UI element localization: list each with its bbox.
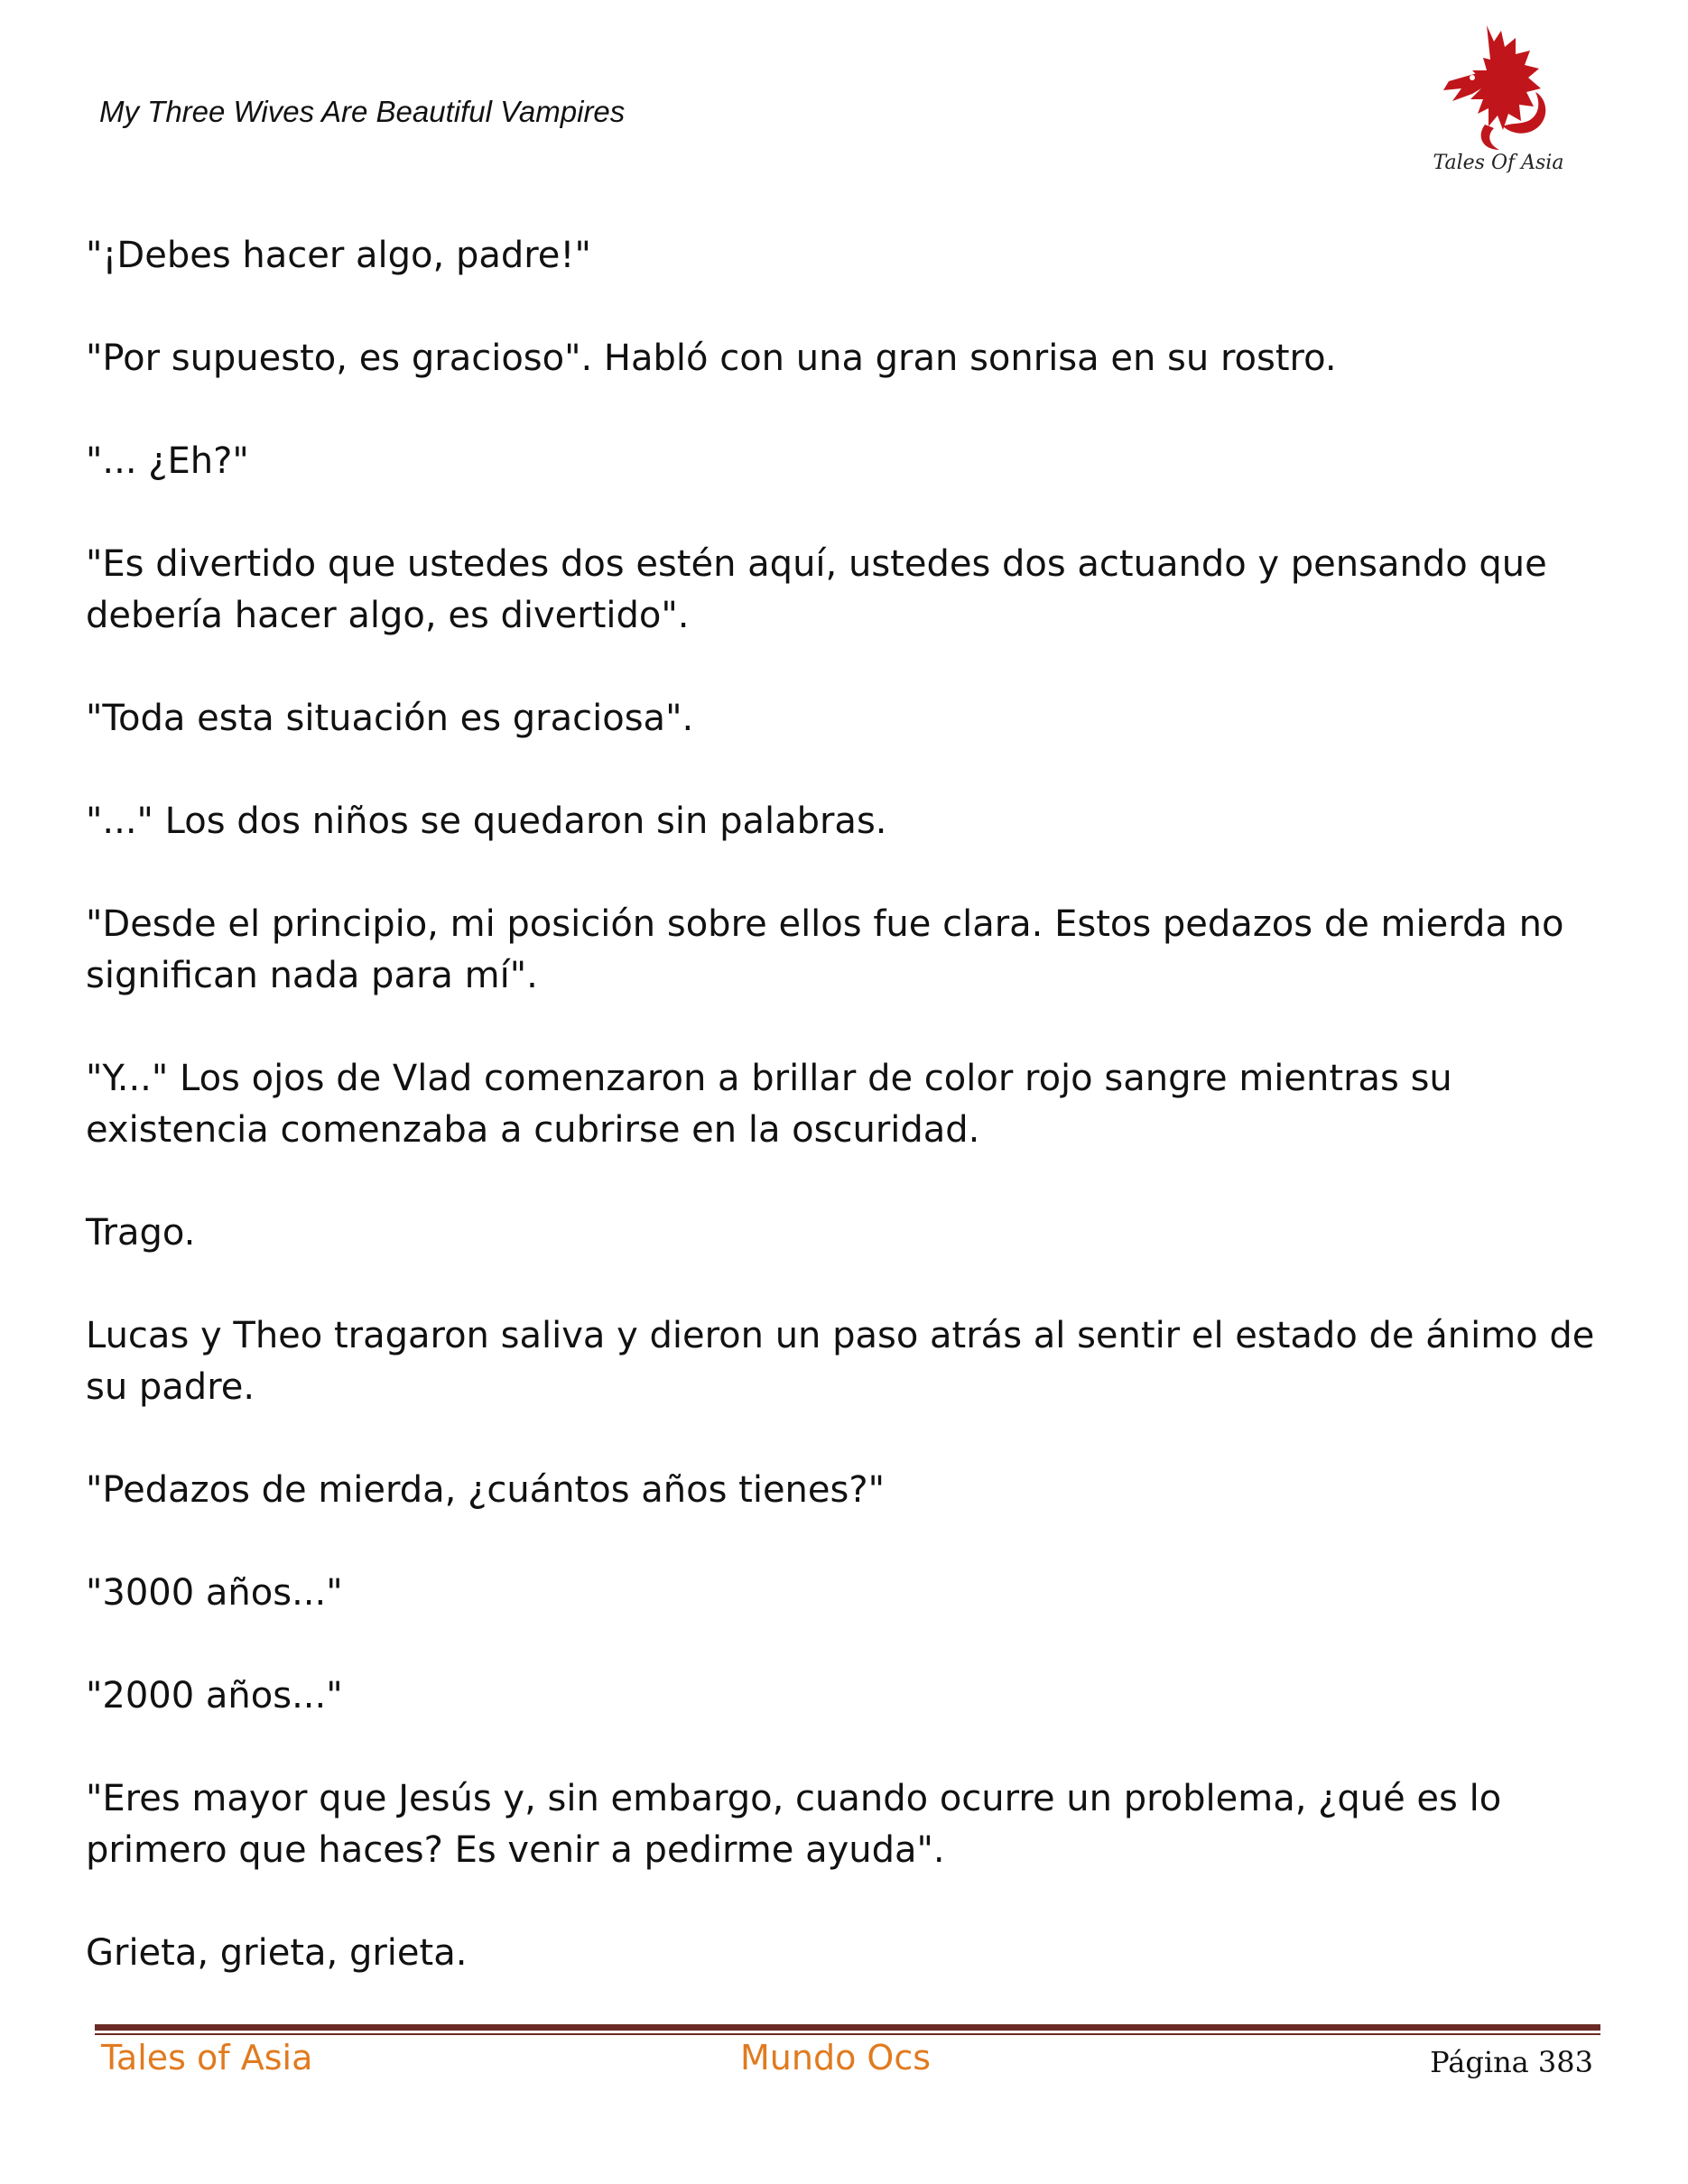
chapter-text bbox=[86, 230, 1611, 2031]
paragraph: "Por supuesto, es gracioso". Habló con una gran sonrisa en su rostro. bbox=[86, 338, 1337, 379]
paragraph: "Toda esta situación es graciosa". bbox=[86, 698, 694, 739]
publisher-logo bbox=[1431, 18, 1566, 185]
paragraph: "Eres mayor que Jesús y, sin embargo, cuando ocurre un problema, ¿qué es lo primero que haces? Es venir a pedirme ayuda". bbox=[86, 1778, 1502, 1871]
paragraph: "¡Debes hacer algo, padre!" bbox=[86, 235, 591, 276]
paragraph: "Y..." Los ojos de Vlad comenzaron a brillar de color rojo sangre mientras su existencia comenzaba a cubrirse en la oscuridad. bbox=[86, 1058, 1452, 1151]
paragraph: Trago. bbox=[86, 1212, 196, 1254]
paragraph: "Pedazos de mierda, ¿cuántos años tienes?" bbox=[86, 1469, 885, 1511]
footer-divider bbox=[95, 2024, 1600, 2031]
paragraph: "..." Los dos niños se quedaron sin palabras. bbox=[86, 800, 887, 842]
paragraph: Grieta, grieta, grieta. bbox=[86, 1932, 468, 1974]
paragraph: "Desde el principio, mi posición sobre ellos fue clara. Estos pedazos de mierda no significan nada para mí". bbox=[86, 903, 1564, 996]
logo-text: Tales Of Asia bbox=[1433, 152, 1564, 174]
footer-source: Mundo Ocs bbox=[740, 2038, 932, 2078]
paragraph: "... ¿Eh?" bbox=[86, 440, 249, 482]
paragraph: "Es divertido que ustedes dos estén aquí, ustedes dos actuando y pensando que debería hacer algo, es divertido". bbox=[86, 543, 1547, 636]
book-title: My Three Wives Are Beautiful Vampires bbox=[99, 95, 626, 128]
page-number: Página 383 bbox=[1430, 2045, 1593, 2079]
paragraph: "2000 años..." bbox=[86, 1675, 343, 1717]
red-dragon-icon bbox=[1431, 18, 1566, 153]
footer-divider-thin bbox=[95, 2033, 1600, 2035]
footer-publisher: Tales of Asia bbox=[101, 2038, 313, 2078]
paragraph: "3000 años..." bbox=[86, 1572, 343, 1614]
paragraph: Lucas y Theo tragaron saliva y dieron un paso atrás al sentir el estado de ánimo de su padre. bbox=[86, 1315, 1595, 1408]
